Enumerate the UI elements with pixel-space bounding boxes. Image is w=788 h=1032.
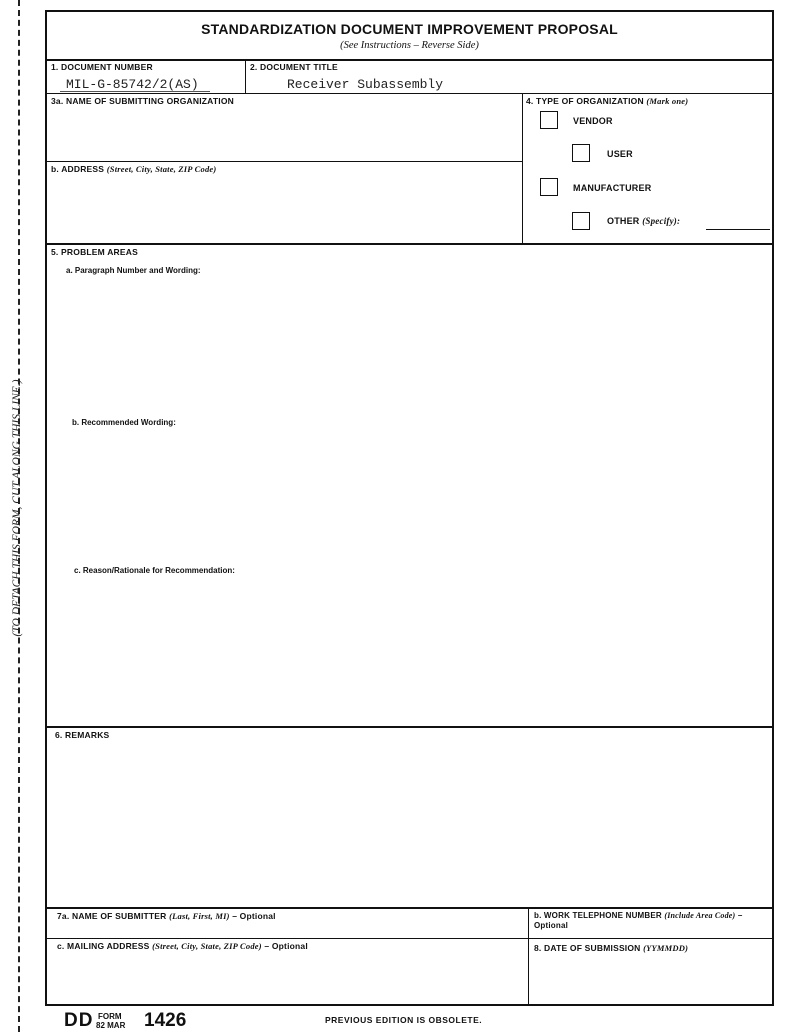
other-checkbox[interactable] <box>572 212 590 230</box>
other-specify-line[interactable] <box>706 229 770 230</box>
doc-number-label: 1. DOCUMENT NUMBER <box>51 62 153 72</box>
mailing-address-label: c. MAILING ADDRESS (Street, City, State, ZIP Code) – Optional <box>57 941 308 951</box>
vendor-label: VENDOR <box>573 116 613 126</box>
address-field[interactable] <box>50 177 518 239</box>
row1-col-divider <box>245 59 246 93</box>
problem-a-field[interactable] <box>50 280 770 410</box>
detach-instruction: (TO DETACH THIS FORM, CUT ALONG THIS LINE.) <box>11 379 23 637</box>
doc-number-underline <box>60 91 210 92</box>
user-checkbox[interactable] <box>572 144 590 162</box>
problem-b-field[interactable] <box>50 432 770 560</box>
remarks-label: 6. REMARKS <box>55 730 110 740</box>
edition-note: PREVIOUS EDITION IS OBSOLETE. <box>325 1015 483 1025</box>
section6-divider <box>45 726 774 728</box>
problem-c-field[interactable] <box>50 580 770 722</box>
address-divider <box>45 161 522 162</box>
org-col-divider <box>522 93 523 243</box>
form-date: 82 MAR <box>96 1021 126 1030</box>
section7-divider <box>45 907 774 909</box>
section5-divider <box>45 243 774 245</box>
submission-date-label: 8. DATE OF SUBMISSION (YYMMDD) <box>534 943 689 953</box>
submission-date-field[interactable] <box>532 956 770 1002</box>
problem-a-label: a. Paragraph Number and Wording: <box>66 266 201 275</box>
mailing-address-field[interactable] <box>54 954 524 1002</box>
header-divider <box>45 59 774 61</box>
form-title: STANDARDIZATION DOCUMENT IMPROVEMENT PROPOSAL <box>201 21 618 37</box>
doc-title-value[interactable]: Receiver Subassembly <box>287 77 444 92</box>
submitter-name-field[interactable] <box>54 922 524 936</box>
vendor-checkbox[interactable] <box>540 111 558 129</box>
doc-title-label: 2. DOCUMENT TITLE <box>250 62 338 72</box>
form-subtitle: (See Instructions – Reverse Side) <box>340 40 479 51</box>
manufacturer-checkbox[interactable] <box>540 178 558 196</box>
phone-label: b. WORK TELEPHONE NUMBER (Include Area Code) – Optional <box>534 911 743 930</box>
org-name-field[interactable] <box>50 108 518 158</box>
row1-divider <box>45 93 774 94</box>
problem-c-label: c. Reason/Rationale for Recommendation: <box>74 566 235 575</box>
doc-number-value[interactable]: MIL-G-85742/2(AS) <box>66 77 199 92</box>
form-number: 1426 <box>144 1010 187 1031</box>
submitter-col-divider <box>528 907 529 1006</box>
manufacturer-label: MANUFACTURER <box>573 183 652 193</box>
remarks-field[interactable] <box>50 744 770 902</box>
other-label: OTHER (Specify): <box>607 216 681 226</box>
address-label: b. ADDRESS (Street, City, State, ZIP Code) <box>51 164 217 174</box>
problem-b-label: b. Recommended Wording: <box>72 418 176 427</box>
org-type-label: 4. TYPE OF ORGANIZATION (Mark one) <box>526 96 689 106</box>
user-label: USER <box>607 149 633 159</box>
form-word: FORM <box>98 1012 122 1021</box>
section7b-divider <box>45 938 774 939</box>
org-name-label: 3a. NAME OF SUBMITTING ORGANIZATION <box>51 96 234 106</box>
submitter-name-label: 7a. NAME OF SUBMITTER (Last, First, MI) – Optional <box>57 911 276 921</box>
problem-areas-label: 5. PROBLEM AREAS <box>51 247 138 257</box>
dd-mark: DD <box>64 1010 94 1031</box>
